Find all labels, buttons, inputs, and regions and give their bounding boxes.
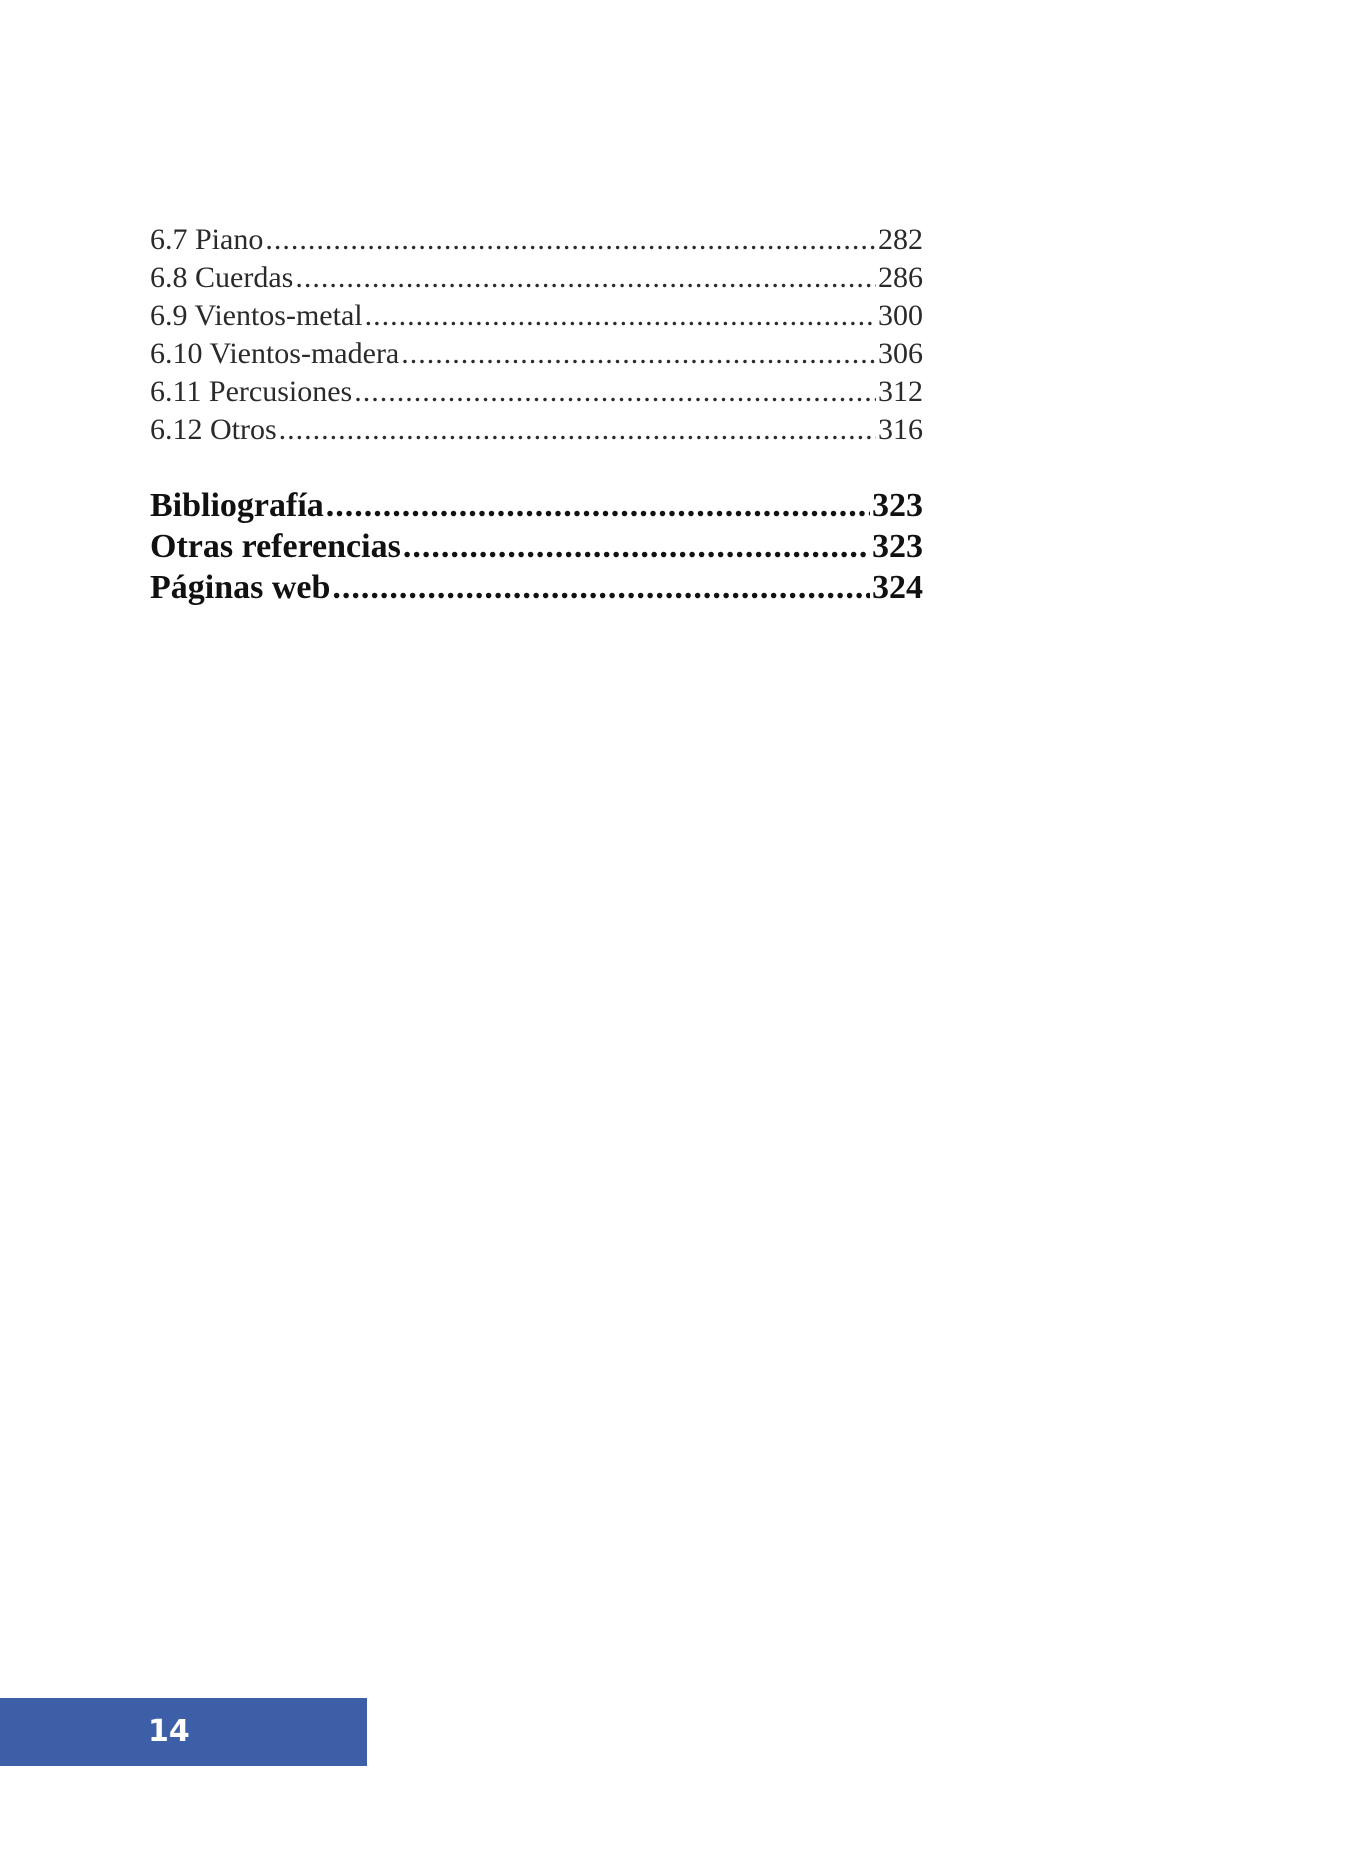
toc-entry-vientos-metal: [150, 297, 923, 335]
toc-entry-label: Otras referencias: [150, 528, 401, 565]
toc-dot-leader: [265, 221, 876, 259]
toc-entry-label: 6.9 Vientos-metal: [150, 299, 363, 332]
toc-entry-otros: [150, 411, 923, 449]
toc-entry-vientos-madera: [150, 335, 923, 373]
toc-dot-leader: [295, 259, 876, 297]
toc-dot-leader: [403, 526, 870, 567]
toc-entry-cuerdas: [150, 259, 923, 297]
toc-entry-page: 323: [872, 487, 923, 524]
toc-entry-label: 6.10 Vientos-madera: [150, 337, 400, 370]
toc-back-matter-list: [150, 485, 923, 608]
toc-dot-leader: [326, 485, 870, 526]
toc-entry-label: 6.8 Cuerdas: [150, 261, 294, 294]
toc-entry-page: 324: [872, 569, 923, 606]
toc-entry-bibliografia: [150, 485, 923, 526]
toc-entry-paginas-web: [150, 567, 923, 608]
toc-entry-label: Páginas web: [150, 569, 331, 606]
toc-entry-label: 6.12 Otros: [150, 413, 277, 446]
toc-entry-page: 282: [878, 223, 923, 256]
toc-entry-page: 316: [878, 413, 923, 446]
toc-entry-page: 286: [878, 261, 923, 294]
toc-dot-leader: [401, 335, 876, 373]
toc-dot-leader: [354, 373, 876, 411]
toc-entry-otras-referencias: [150, 526, 923, 567]
toc-entry-label: Bibliografía: [150, 487, 324, 524]
toc-subsection-list: [150, 221, 923, 449]
toc-entry-label: 6.7 Piano: [150, 223, 264, 256]
toc-entry-page: 300: [878, 299, 923, 332]
toc-dot-leader: [365, 297, 876, 335]
page-number: 14: [148, 1714, 190, 1749]
toc-entry-label: 6.11 Percusiones: [150, 375, 353, 408]
page-number-band: [0, 1698, 367, 1766]
toc-entry-page: 312: [878, 375, 923, 408]
toc-entry-percusiones: [150, 373, 923, 411]
toc-entry-piano: [150, 221, 923, 259]
toc-dot-leader: [279, 411, 876, 449]
toc-entry-page: 323: [872, 528, 923, 565]
toc-entry-page: 306: [878, 337, 923, 370]
toc-dot-leader: [332, 567, 870, 608]
